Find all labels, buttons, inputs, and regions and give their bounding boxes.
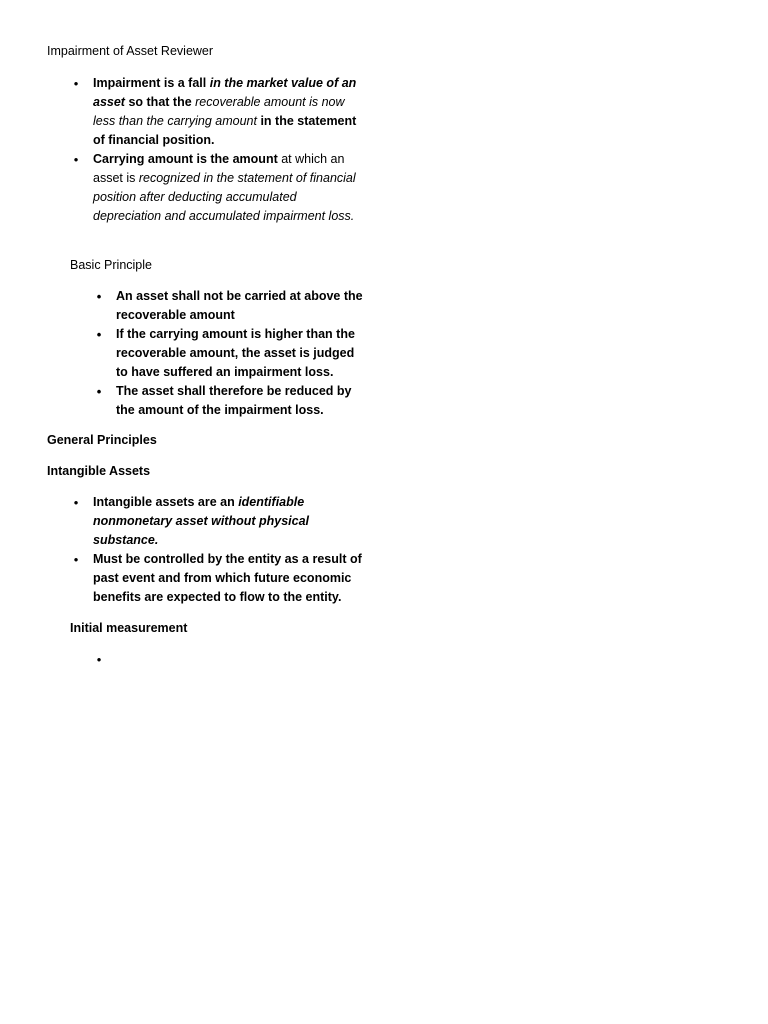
item-text (93, 152, 356, 223)
text-run: at which an asset is (93, 152, 345, 185)
section-heading-intangible-assets: Intangible Assets (47, 464, 151, 478)
section-heading-general-principles: General Principles (47, 433, 157, 447)
basic-principle-list (96, 287, 364, 420)
item-text (93, 76, 356, 147)
text-run: Intangible assets are an (93, 495, 239, 509)
item-text (93, 552, 362, 604)
intro-item-carrying-amount (73, 150, 365, 226)
bullet-icon: • (73, 552, 79, 567)
item-text: The asset shall therefore be reduced by the amount of the impairment loss. (116, 384, 352, 417)
text-run: Must be controlled by the entity as a result of past event and from which future economic benefits are expected to flow to the entity. (93, 552, 362, 604)
list-item (96, 650, 364, 669)
document-title: Impairment of Asset Reviewer (47, 44, 214, 58)
intro-item-impairment (73, 74, 365, 150)
list-item (96, 325, 364, 382)
bullet-icon: • (96, 289, 102, 304)
bullet-icon: • (73, 152, 79, 167)
item-text: An asset shall not be carried at above the recoverable amount (116, 289, 363, 322)
list-item (73, 493, 365, 550)
bullet-icon: • (73, 76, 79, 91)
section-heading-basic-principle: Basic Principle (70, 258, 152, 272)
text-run: so that the (124, 95, 196, 109)
text-run: in the statement of financial position. (93, 114, 357, 147)
text-run: recoverable amount is now less than the carrying amount (93, 95, 345, 128)
text-run: Carrying amount is the amount (93, 152, 278, 166)
item-text: If the carrying amount is higher than the recoverable amount, the asset is judged to have suffered an impairment loss. (116, 327, 355, 379)
list-item (96, 287, 364, 325)
text-run: identifiable nonmonetary asset without physical substance. (93, 495, 310, 547)
bullet-icon: • (96, 652, 102, 667)
item-text (93, 495, 309, 547)
text-run: Impairment is a fall (93, 76, 210, 90)
section-heading-initial-measurement: Initial measurement (70, 621, 188, 635)
intro-list (73, 74, 365, 226)
initial-measurement-list (96, 650, 364, 669)
list-item (73, 550, 365, 607)
text-run: recognized in the statement of financial position after deducting accumulated depreciation and accumulated impairment loss. (93, 171, 356, 223)
text-run: in the market value of an asset (93, 76, 357, 109)
item-text (116, 652, 119, 666)
bullet-icon: • (96, 384, 102, 399)
intangible-assets-list (73, 493, 365, 607)
bullet-icon: • (96, 327, 102, 342)
list-item (96, 382, 364, 420)
bullet-icon: • (73, 495, 79, 510)
